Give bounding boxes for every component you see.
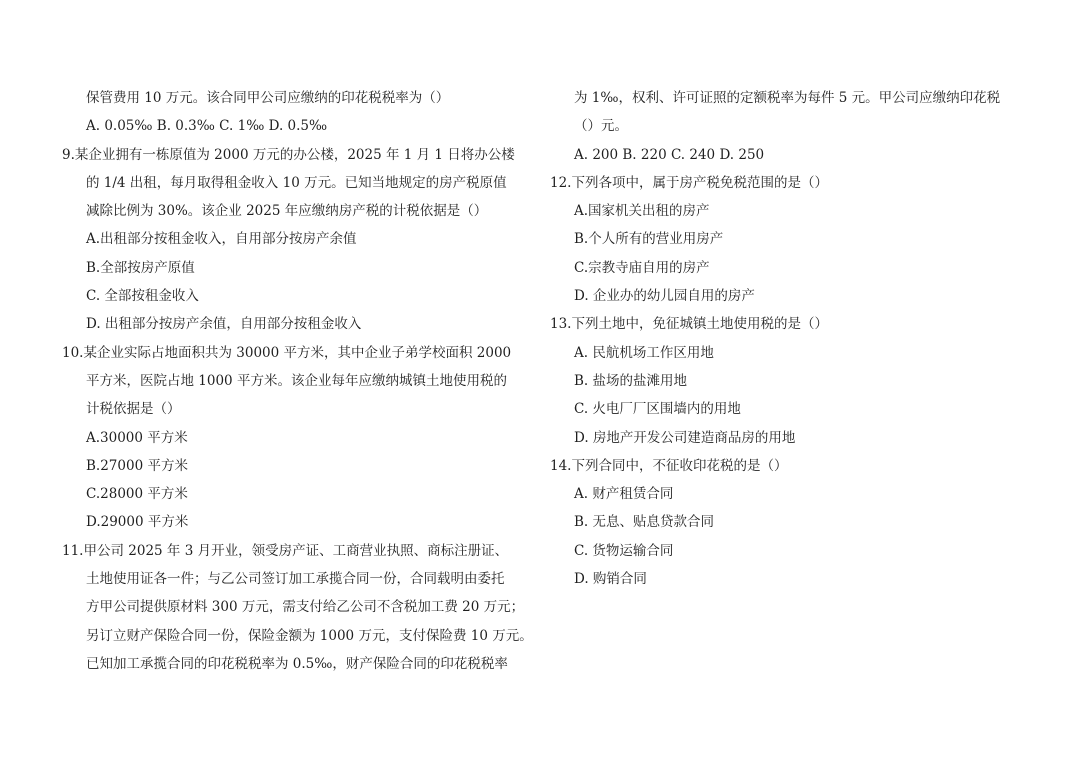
question-13-option-a: A. 民航机场工作区用地 [574, 344, 714, 361]
question-12-option-b: B.个人所有的营业用房产 [574, 231, 724, 248]
question-8-options: A. 0.05‰ B. 0.3‰ C. 1‰ D. 0.5‰ [86, 118, 328, 135]
question-10-stem-line: 平方米，医院占地 1000 平方米。该企业每年应缴纳城镇土地使用税的 [86, 372, 507, 389]
question-8-continuation: 保管费用 10 万元。该合同甲公司应缴纳的印花税税率为（） [86, 90, 450, 106]
right-column [550, 84, 1030, 593]
question-11-options: A. 200 B. 220 C. 240 D. 250 [574, 146, 765, 163]
question-10-option-b: B.27000 平方米 [86, 457, 188, 474]
question-11-stem: 11.甲公司 2025 年 3 月开业，领受房产证、工商营业执照、商标注册证、 [62, 542, 509, 559]
question-9-option-d: D. 出租部分按房产余值，自用部分按租金收入 [86, 316, 362, 333]
question-11-stem-line: 另订立财产保险合同一份，保险金额为 1000 万元，支付保险费 10 万元。 [86, 627, 533, 644]
left-column [62, 84, 540, 678]
question-12-option-a: A.国家机关出租的房产 [574, 203, 710, 220]
question-10-stem-line: 计税依据是（） [86, 401, 181, 418]
question-12-option-c: C.宗教寺庙自用的房产 [574, 259, 710, 276]
question-14-stem: 14.下列合同中，不征收印花税的是（） [550, 457, 788, 474]
question-13-option-c: C. 火电厂厂区围墙内的用地 [574, 401, 741, 418]
question-9-option-a: A.出租部分按租金收入，自用部分按房产余值 [86, 231, 357, 248]
question-11-continuation: （）元。 [574, 118, 628, 135]
question-10-stem: 10.某企业实际占地面积共为 30000 平方米，其中企业子弟学校面积 2000 [62, 344, 512, 361]
question-12-option-d: D. 企业办的幼儿园自用的房产 [574, 288, 755, 305]
question-13-stem: 13.下列土地中，免征城镇土地使用税的是（） [550, 316, 828, 333]
question-11-stem-line: 已知加工承揽合同的印花税税率为 0.5‰，财产保险合同的印花税税率 [86, 655, 508, 672]
question-14-option-b: B. 无息、贴息贷款合同 [574, 514, 715, 531]
question-11-stem-line: 方甲公司提供原材料 300 万元，需支付给乙公司不含税加工费 20 万元； [86, 599, 525, 616]
question-9-option-c: C. 全部按租金收入 [86, 288, 199, 305]
question-11-stem-line: 土地使用证各一件；与乙公司签订加工承揽合同一份，合同载明由委托 [86, 571, 505, 588]
question-11-continuation: 为 1‰，权利、许可证照的定额税率为每件 5 元。甲公司应缴纳印花税 [574, 90, 1001, 106]
question-14-option-c: C. 货物运输合同 [574, 542, 674, 559]
question-10-option-a: A.30000 平方米 [86, 429, 188, 446]
question-9-stem-line: 减除比例为 30%。该企业 2025 年应缴纳房产税的计税依据是（） [86, 203, 488, 220]
question-12-stem: 12.下列各项中，属于房产税免税范围的是（） [550, 174, 828, 191]
question-14-option-a: A. 财产租赁合同 [574, 486, 674, 503]
question-9-stem-line: 的 1/4 出租，每月取得租金收入 10 万元。已知当地规定的房产税原值 [86, 174, 507, 191]
question-9-option-b: B.全部按房产原值 [86, 259, 195, 276]
question-14-option-d: D. 购销合同 [574, 571, 647, 588]
question-13-option-d: D. 房地产开发公司建造商品房的用地 [574, 429, 796, 446]
question-10-option-c: C.28000 平方米 [86, 486, 188, 503]
question-10-option-d: D.29000 平方米 [86, 514, 189, 531]
question-9-stem: 9.某企业拥有一栋原值为 2000 万元的办公楼，2025 年 1 月 1 日将办公楼 [62, 146, 515, 163]
question-13-option-b: B. 盐场的盐滩用地 [574, 372, 688, 389]
